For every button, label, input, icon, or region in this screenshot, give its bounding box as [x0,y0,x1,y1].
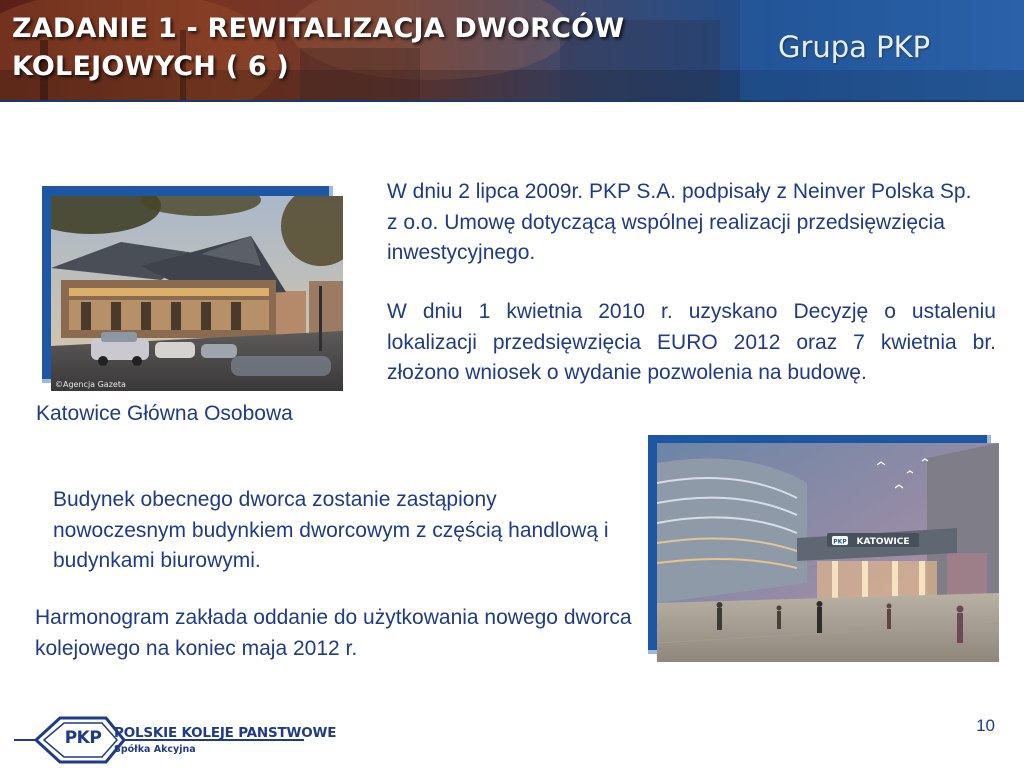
slide-title-line-2: KOLEJOWYCH ( 6 ) [12,51,289,82]
photo-caption: Katowice Główna Osobowa [36,402,293,425]
slide-title [12,10,772,86]
header-banner [0,0,1024,102]
paragraph-new-building: Budynek obecnego dworca zostanie zastąpiony nowoczesnym budynkiem dworcowym z częścią handlową i budynkami biurowymi. [53,488,609,572]
company-form: Spółka Akcyjna [114,744,196,755]
station-sign-badge: PKP [833,538,847,546]
station-sign: KATOWICE [856,537,910,547]
pkp-logo-abbr: PKP [64,728,102,748]
photo-katowice-old-station [42,186,343,391]
paragraph-location-decision: W dniu 1 kwietnia 2010 r. uzyskano Decyzję o ustaleniu lokalizacji przedsięwzięcia EURO 2012 oraz 7 kwietnia br. złożono wniosek o wydanie pozwolenia na budowę. [387,300,996,384]
new-station-image [657,443,999,662]
paragraph-agreement: W dniu 2 lipca 2009r. PKP S.A. podpisały z Neinver Polska Sp. z o.o. Umowę dotyczącą wspólnej realizacji przedsięwzięcia inwestycyjnego. [387,180,972,264]
photo-credit: ©Agencja Gazeta [55,380,126,389]
page-number: 10 [976,716,995,735]
photo-katowice-new-station-visualization [648,435,999,662]
pkp-footer-logo [14,712,337,768]
slide-title-line-1: ZADANIE 1 - REWITALIZACJA DWORCÓW [12,13,625,44]
paragraph-schedule: Harmonogram zakłada oddanie do użytkowania nowego dworca kolejowego na koniec maja 2012 r. [35,606,632,660]
old-station-image [51,196,343,391]
company-name: POLSKIE KOLEJE PANSTWOWE [114,725,337,741]
brand-logo-text: Grupa PKP [778,30,931,64]
